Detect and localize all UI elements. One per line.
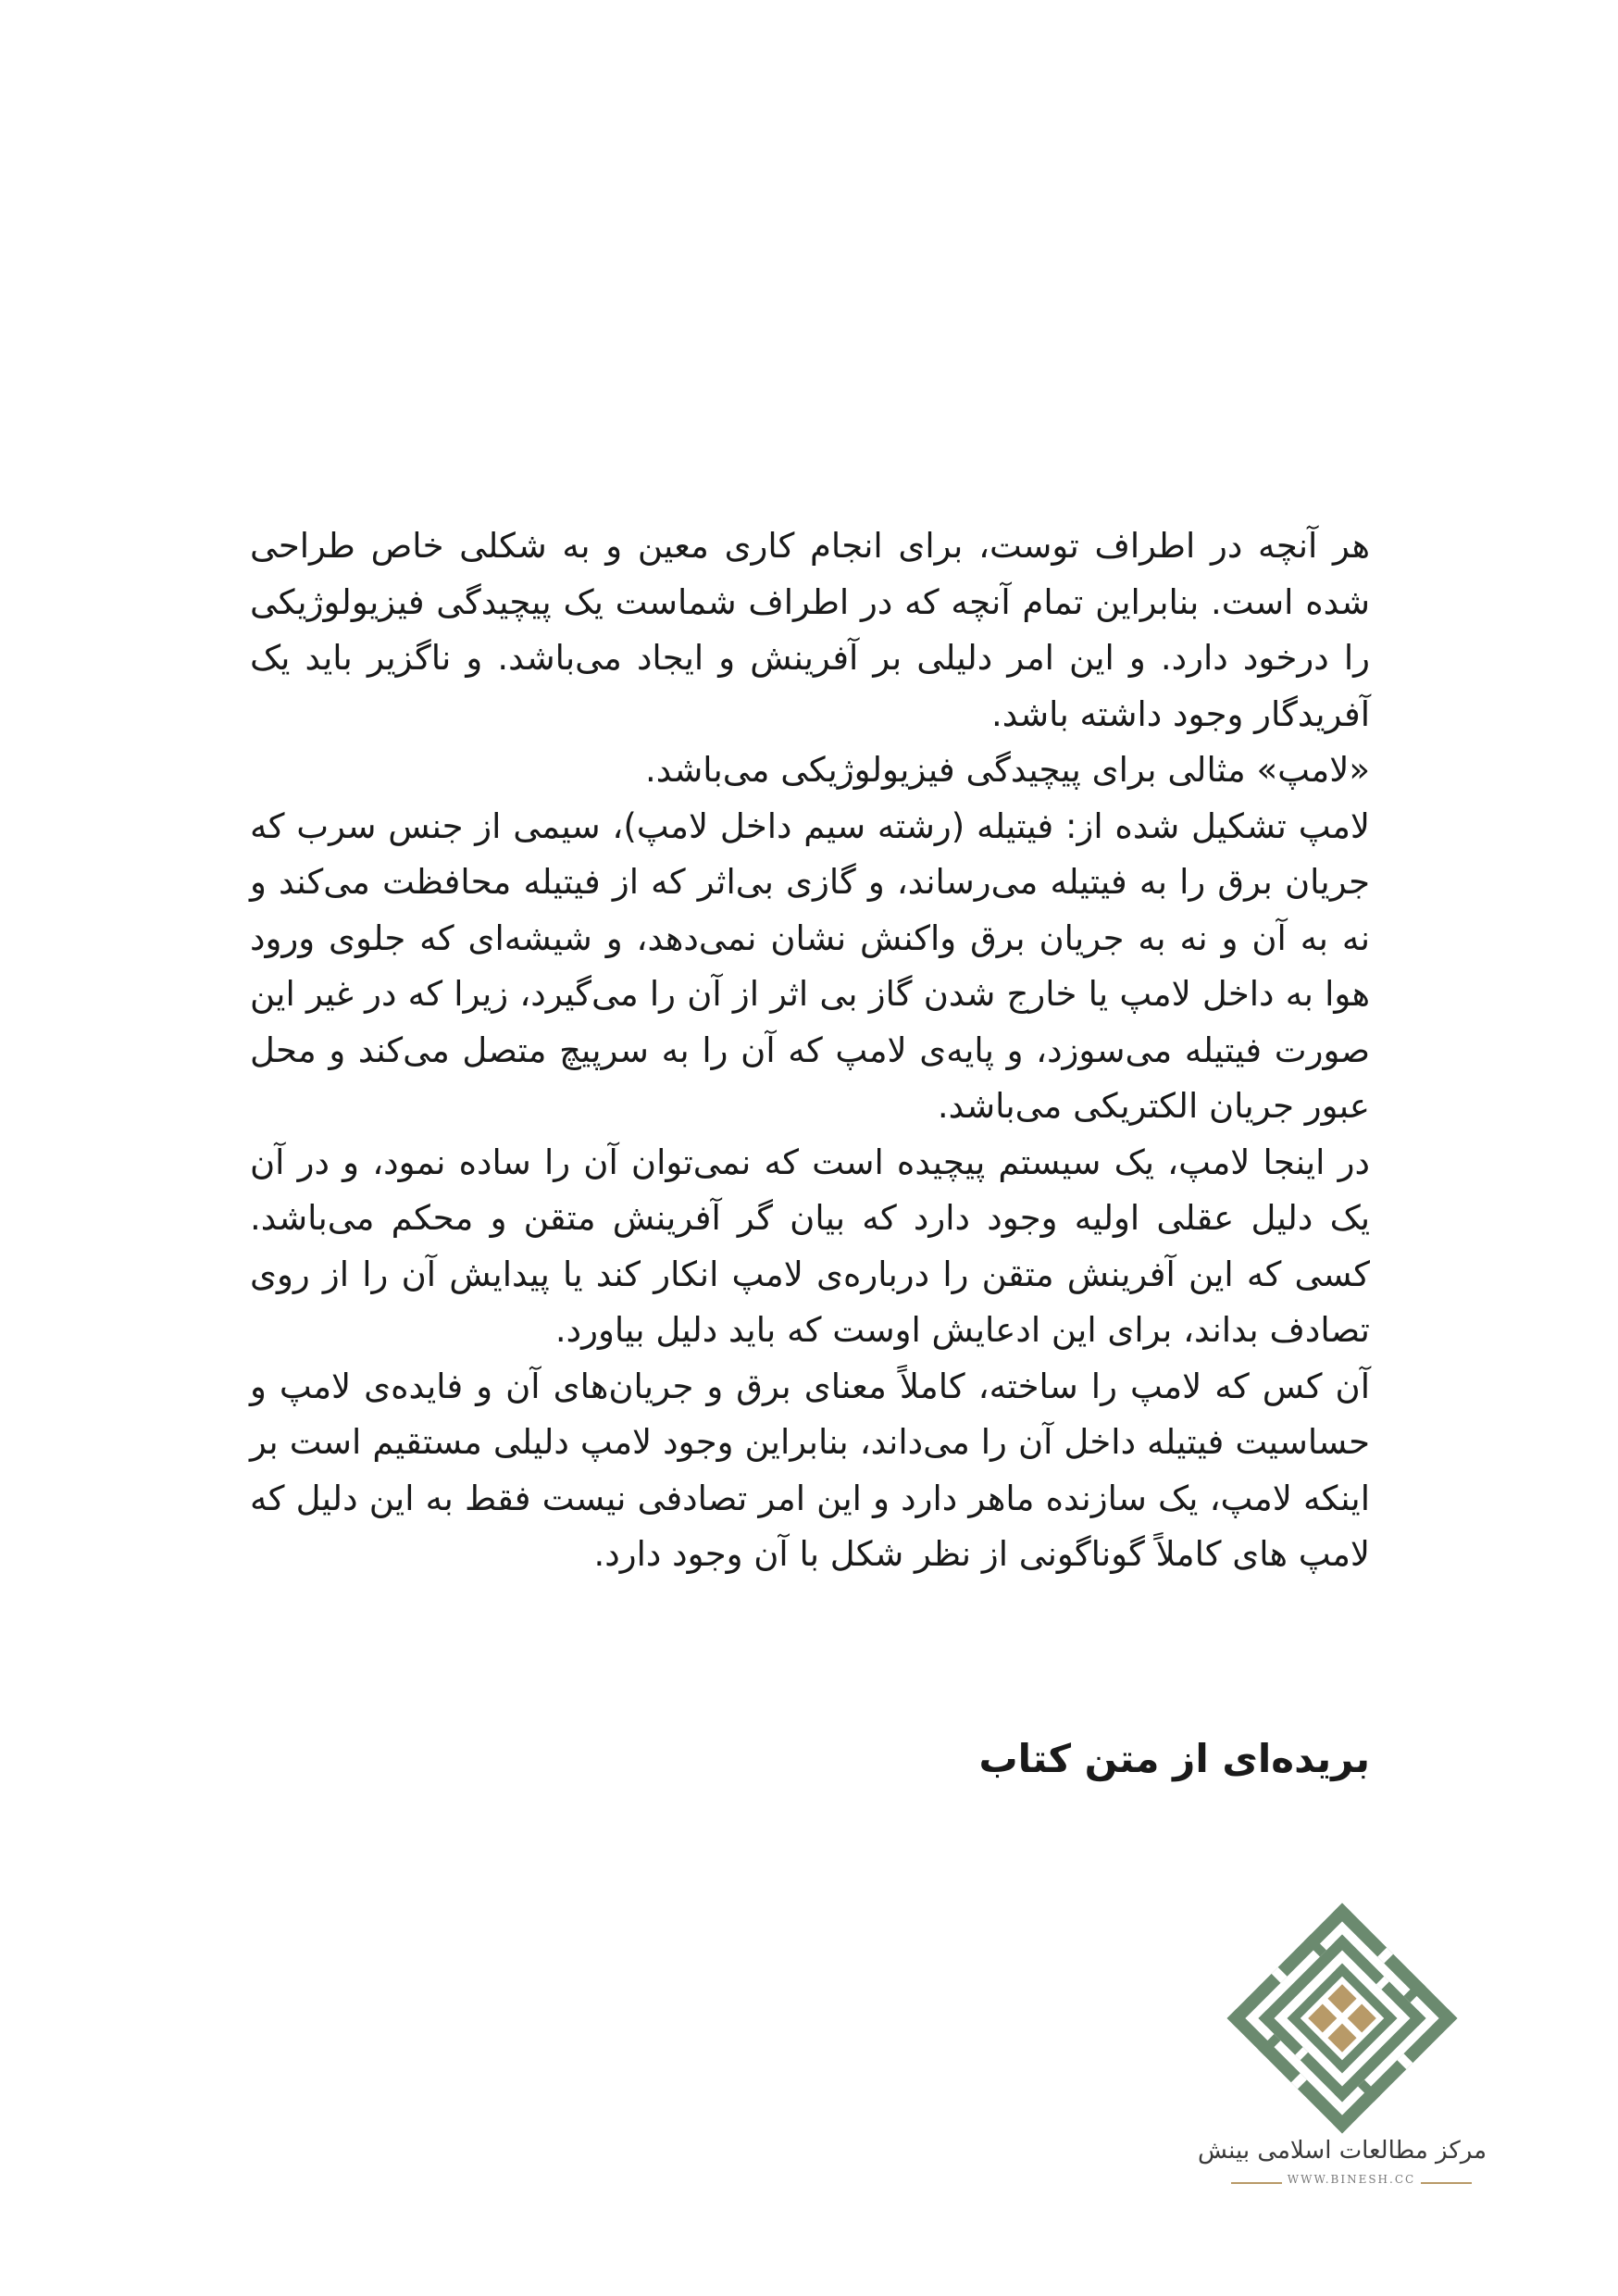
paragraph-complex-system: در اینجا لامپ، یک سیستم پیچیده است که نمی‌توان آن را ساده نمود، و در آن یک دلیل عقلی اولیه وجود دارد که بیان گر آفرینش متقن و محکم می‌باشد. کسی که این آفرینش متقن را درباره‌ی لامپ انکار کند یا پیدایش آن را از روی تصادف بداند، برای این ادعایش اوست که باید دلیل بیاورد. (250, 1142, 1370, 1350)
logo-organization-name: مرکز مطالعات اسلامی بینش (1197, 2137, 1487, 2165)
logo-divider-right (1421, 2182, 1472, 2184)
binesh-logo (1203, 1898, 1481, 2250)
paragraph-lamp-example: «لامپ» مثالی برای پیچیدگی فیزیولوژیکی می‌باشد. (645, 750, 1370, 790)
excerpt-label: بریده‌ای از متن کتاب (978, 1736, 1370, 1781)
body-text (250, 518, 1370, 1583)
kufic-square-emblem-icon (1203, 1898, 1481, 2139)
paragraph-intro: هر آنچه در اطراف توست، برای انجام کاری معین و به شکلی خاص طراحی شده است. بنابراین تمام آنچه که در اطراف شماست یک پیچیدگی فیزیولوژیکی را درخود دارد. و این امر دلیلی بر آفرینش و ایجاد می‌باشد. و ناگزیر باید یک آفریدگار وجود داشته باشد. (250, 526, 1370, 734)
logo-website: WWW.BINESH.CC (1287, 2173, 1416, 2186)
paragraph-maker: آن کس که لامپ را ساخته، کاملاً معنای برق و جریان‌های آن و فایده‌ی لامپ و حساسیت فیتیله داخل آن را می‌داند، بنابراین وجود لامپ دلیلی مستقیم است بر اینکه لامپ، یک سازنده ماهر دارد و این امر تصادفی نیست فقط به این دلیل که لامپ های کاملاً گوناگونی از نظر شکل با آن وجود دارد. (250, 1366, 1370, 1574)
logo-divider-left (1231, 2182, 1282, 2184)
paragraph-lamp-components: لامپ تشکیل شده از: فیتیله (رشته سیم داخل لامپ)، سیمی از جنس سرب که جریان برق را به فیتیله می‌رساند، و گازی بی‌اثر که از فیتیله محافظت می‌کند و نه به آن و نه به جریان برق واکنش نشان نمی‌دهد، و شیشه‌ای که جلوی ورود هوا به داخل لامپ یا خارج شدن گاز بی اثر از آن را می‌گیرد، زیرا که در غیر این صورت فیتیله می‌سوزد، و پایه‌ی لامپ که آن را به سرپیچ متصل می‌کند و محل عبور جریان الکتریکی می‌باشد. (250, 805, 1370, 1126)
